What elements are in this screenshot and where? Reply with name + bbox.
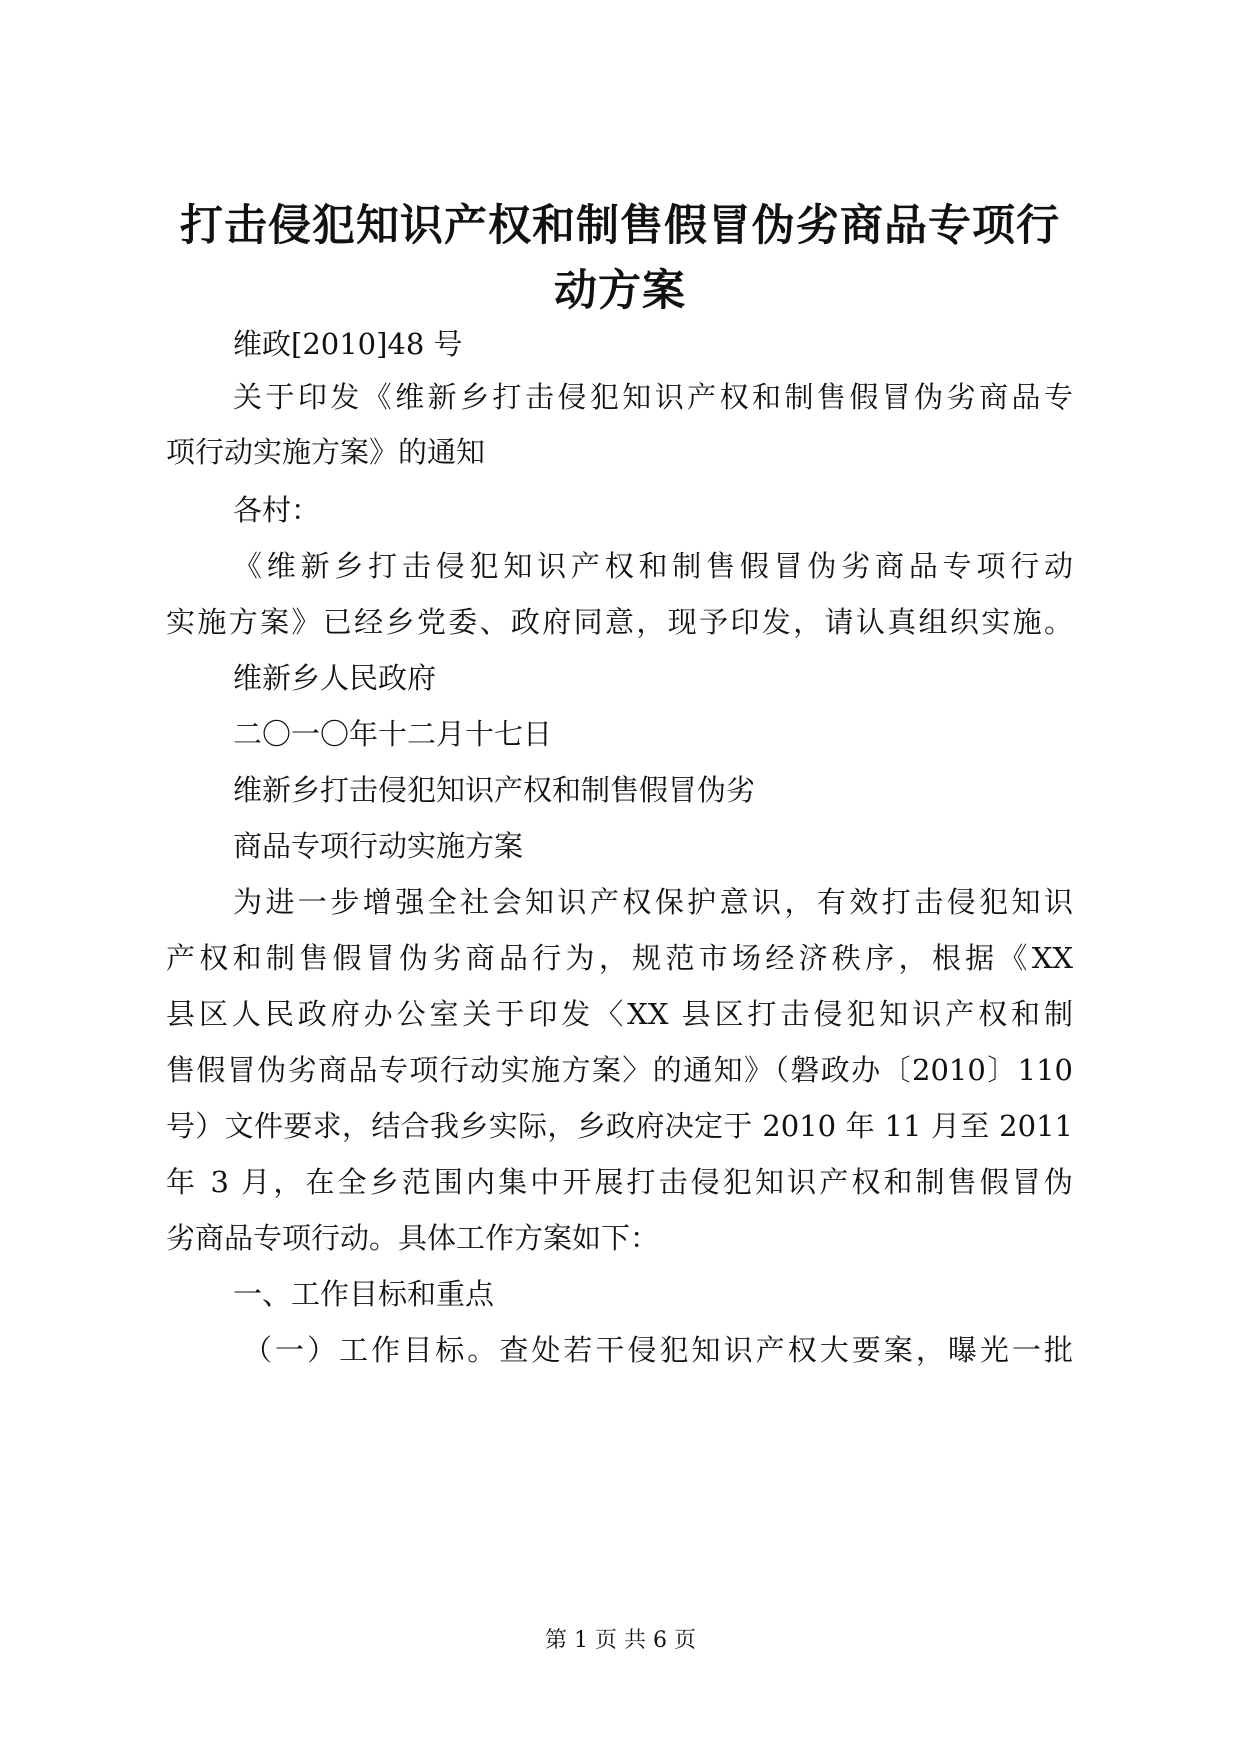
document-number: 维政[2010]48 号 (233, 327, 463, 361)
issue-date: 二〇一〇年十二月十七日 (233, 717, 553, 751)
document-title-line-1: 打击侵犯知识产权和制售假冒伪劣商品专项行 (180, 201, 1060, 251)
plan-title-line-2: 商品专项行动实施方案 (233, 829, 524, 863)
paragraph-2-line-4: 售假冒伪劣商品专项行动实施方案〉的通知》（磐政办〔2010〕110 (166, 1053, 1073, 1087)
paragraph-2-line-5: 号）文件要求，结合我乡实际，乡政府决定于 2010 年 11 月至 2011 (166, 1109, 1073, 1143)
page-footer: 第 1 页 共 6 页 (545, 1628, 696, 1653)
issuer: 维新乡人民政府 (233, 661, 437, 695)
section-1-heading: 一、工作目标和重点 (233, 1277, 495, 1311)
addressee: 各村： (233, 493, 321, 527)
paragraph-2-line-2: 产权和制售假冒伪劣商品行为，规范市场经济秩序，根据《XX (166, 941, 1073, 975)
paragraph-1-line-1: 《维新乡打击侵犯知识产权和制售假冒伪劣商品专项行动 (233, 549, 1073, 583)
paragraph-1-line-2: 实施方案》已经乡党委、政府同意，现予印发，请认真组织实施。 (166, 605, 1073, 639)
paragraph-2-line-3: 县区人民政府办公室关于印发〈XX 县区打击侵犯知识产权和制 (166, 997, 1073, 1031)
notice-title-line-1: 关于印发《维新乡打击侵犯知识产权和制售假冒伪劣商品专 (233, 380, 1073, 414)
paragraph-2-line-1: 为进一步增强全社会知识产权保护意识，有效打击侵犯知识 (233, 885, 1073, 919)
paragraph-2-line-7: 劣商品专项行动。具体工作方案如下： (166, 1221, 660, 1255)
document-title-line-2: 动方案 (554, 266, 686, 316)
subsection-1-line-1: （一）工作目标。查处若干侵犯知识产权大要案，曝光一批 (243, 1333, 1073, 1367)
paragraph-2-line-6: 年 3 月，在全乡范围内集中开展打击侵犯知识产权和制售假冒伪 (166, 1165, 1073, 1199)
notice-title-line-2: 项行动实施方案》的通知 (166, 435, 486, 469)
plan-title-line-1: 维新乡打击侵犯知识产权和制售假冒伪劣 (233, 773, 756, 807)
